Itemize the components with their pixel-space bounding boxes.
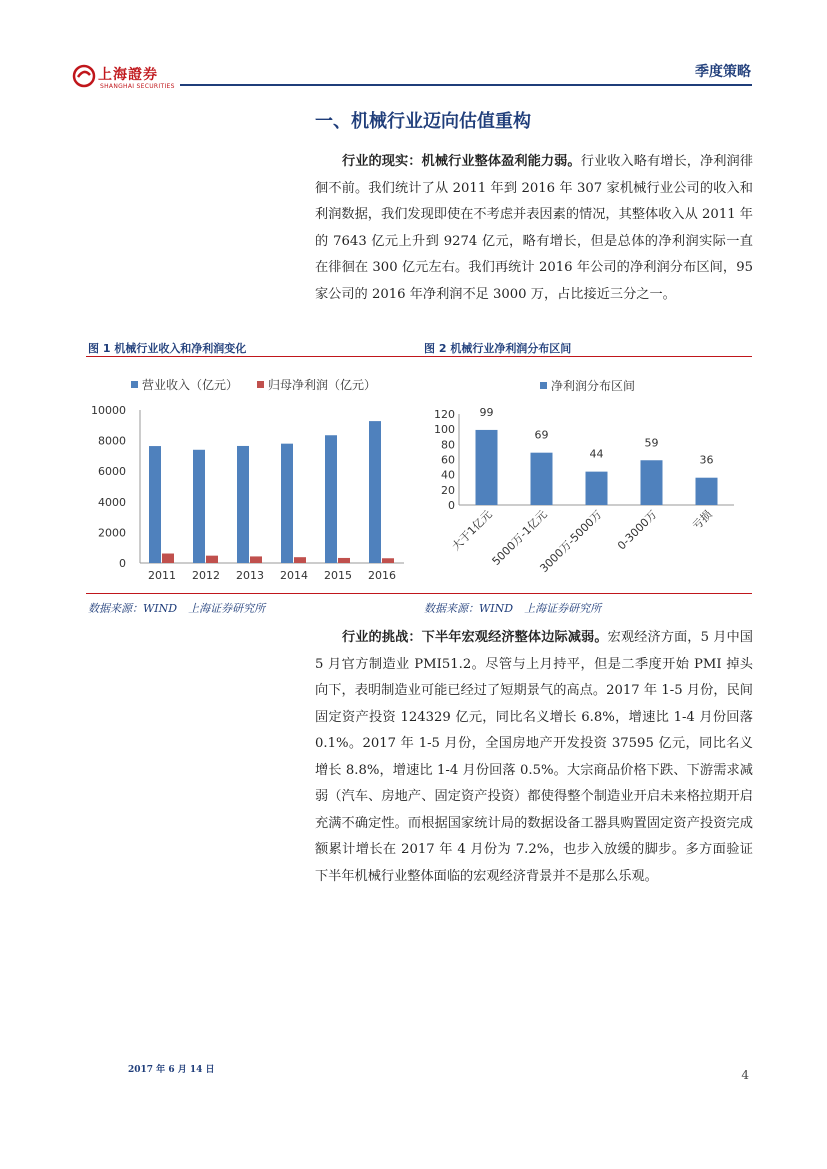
chart2-data-label: 59 (644, 436, 659, 450)
logo-text-cn: 上海證券 (98, 67, 158, 83)
revenue-bar (369, 421, 381, 563)
chart2-x-tick-label: 亏损 (689, 507, 715, 533)
chart2-bars (476, 430, 718, 505)
legend-label-revenue: 营业收入（亿元） (142, 378, 239, 392)
chart2-x-tick-label: 0-3000万 (615, 507, 660, 553)
distribution-bar (586, 472, 608, 505)
chart1-bars (149, 421, 394, 563)
chart2-x-tick-label: 3000万-5000万 (537, 507, 605, 576)
chart1-y-tick-label: 4000 (98, 495, 126, 509)
chart2-data-label: 99 (479, 405, 494, 419)
paragraph-body: 行业收入略有增长，净利润徘徊不前。我们统计了从 2011 年到 2016 年 307 家机械行业公司的收入和利润数据，我们发现即使在不考虑并表因素的情况，其整体收入从 2011 年的 7643 亿元上升到 9274 亿元，略有增长，但是总体的净利润实际一直在徘徊在 300 亿元左右。我们再统计 2016 年公司的净利润分布区间，95 家公司的 2016 年净利润不足 3000 万，占比接近三分之一。 (315, 154, 753, 302)
report-type-label: 季度策略 (695, 64, 751, 80)
chart2-data-labels (480, 406, 714, 467)
legend-swatch-profit (257, 381, 264, 388)
figure-2-title: 图 2 机械行业净利润分布区间 (424, 342, 572, 355)
legend-label-profit: 归母净利润（亿元） (268, 378, 377, 392)
revenue-bar (281, 444, 293, 563)
profit-bar (250, 556, 262, 563)
revenue-profit-chart (86, 364, 416, 590)
chart2-y-tick-label: 120 (434, 408, 455, 421)
chart1-x-tick-label: 2014 (280, 569, 308, 582)
revenue-bar (193, 450, 205, 563)
chart2-y-tick-label: 60 (441, 453, 455, 467)
revenue-bar (149, 446, 161, 563)
legend-label-distribution: 净利润分布区间 (551, 379, 636, 393)
revenue-bar (325, 435, 337, 563)
section-title: 一、机械行业迈向估值重构 (315, 111, 531, 132)
chart2-legend (540, 378, 635, 393)
chart2-y-tick-label: 0 (448, 499, 455, 512)
chart1-x-tick-label: 2016 (368, 569, 396, 582)
profit-distribution-chart (422, 364, 752, 590)
figure-bottom-divider (86, 593, 752, 594)
legend-swatch-revenue (131, 381, 138, 388)
header-divider (180, 84, 752, 86)
figure-1-source: 数据来源：WIND 上海证券研究所 (88, 602, 266, 615)
chart1-x-axis-ticks (148, 569, 396, 582)
chart2-y-tick-label: 100 (434, 423, 455, 437)
chart2-x-tick-label: 大于1亿元 (449, 507, 495, 554)
profit-bar (162, 554, 174, 563)
profit-bar (294, 557, 306, 563)
distribution-bar (476, 430, 498, 505)
chart2-data-label: 44 (589, 447, 604, 461)
page-number: 4 (741, 1068, 749, 1082)
profit-bar (338, 558, 350, 563)
figure-top-divider (86, 356, 752, 357)
paragraph-lead: 行业的现实：机械行业整体盈利能力弱。 (342, 154, 581, 169)
profit-bar (382, 558, 394, 563)
chart1-x-tick-label: 2011 (148, 569, 176, 582)
chart1-y-tick-label: 2000 (98, 526, 126, 540)
distribution-bar (641, 460, 663, 505)
chart1-legend (131, 377, 376, 392)
report-date: 2017 年 6 月 14 日 (128, 1065, 215, 1075)
revenue-bar (237, 446, 249, 563)
logo-emblem-icon (72, 64, 96, 88)
chart2-data-label: 36 (699, 453, 714, 467)
chart2-y-tick-label: 20 (441, 483, 455, 497)
legend-swatch-distribution (540, 382, 547, 389)
company-logo (70, 58, 180, 98)
chart2-x-axis-ticks (449, 507, 715, 575)
distribution-bar (696, 478, 718, 505)
chart2-y-axis-ticks (434, 408, 455, 512)
chart1-x-tick-label: 2012 (192, 569, 220, 582)
chart2-y-tick-label: 80 (441, 438, 455, 452)
chart1-x-tick-label: 2015 (324, 569, 352, 582)
chart1-y-tick-label: 0 (119, 557, 126, 570)
paragraph-industry-reality (315, 149, 753, 308)
paragraph-body: 宏观经济方面，5 月中国 5 月官方制造业 PMI51.2。尽管与上月持平，但是二季度开始 PMI 掉头向下，表明制造业可能已经过了短期景气的高点。2017 年 1-5 月份，民间固定资产投资 124329 亿元，同比名义增长 6.8%，增速比 1-4 月份回落 0.1%。2017 年 1-5 月份，全国房地产开发投资 37595 亿元，同比名义增长 8.8%，增速比 1-4 月份回落 0.5%。大宗商品价格下跌、下游需求减弱（汽车、房地产、固定资产投资）都使得整个制造业开启未来格拉期开启充满不确定性。而根据国家统计局的数据设备工器具购置固定资产投资完成额累计增长在 2017 年 4 月份为 7.2%，也步入放缓的脚步。多方面验证下半年机械行业整体面临的宏观经济背景并不是那么乐观。 (315, 630, 753, 884)
chart2-y-tick-label: 40 (441, 468, 455, 482)
figure-2-source: 数据来源：WIND 上海证券研究所 (424, 602, 602, 615)
chart1-y-tick-label: 6000 (98, 465, 126, 479)
paragraph-industry-challenge (315, 625, 753, 890)
chart1-x-tick-label: 2013 (236, 569, 264, 582)
profit-bar (206, 556, 218, 563)
chart2-x-tick-label: 5000万-1亿元 (489, 507, 550, 569)
chart1-y-tick-label: 8000 (98, 434, 126, 448)
chart1-y-tick-label: 10000 (91, 404, 126, 417)
chart1-y-axis-ticks (91, 404, 126, 570)
logo-text-en: SHANGHAI SECURITIES (100, 83, 175, 90)
chart2-data-label: 69 (534, 428, 549, 442)
distribution-bar (531, 453, 553, 505)
figure-1-title: 图 1 机械行业收入和净利润变化 (88, 342, 247, 355)
paragraph-lead: 行业的挑战：下半年宏观经济整体边际减弱。 (342, 630, 608, 645)
